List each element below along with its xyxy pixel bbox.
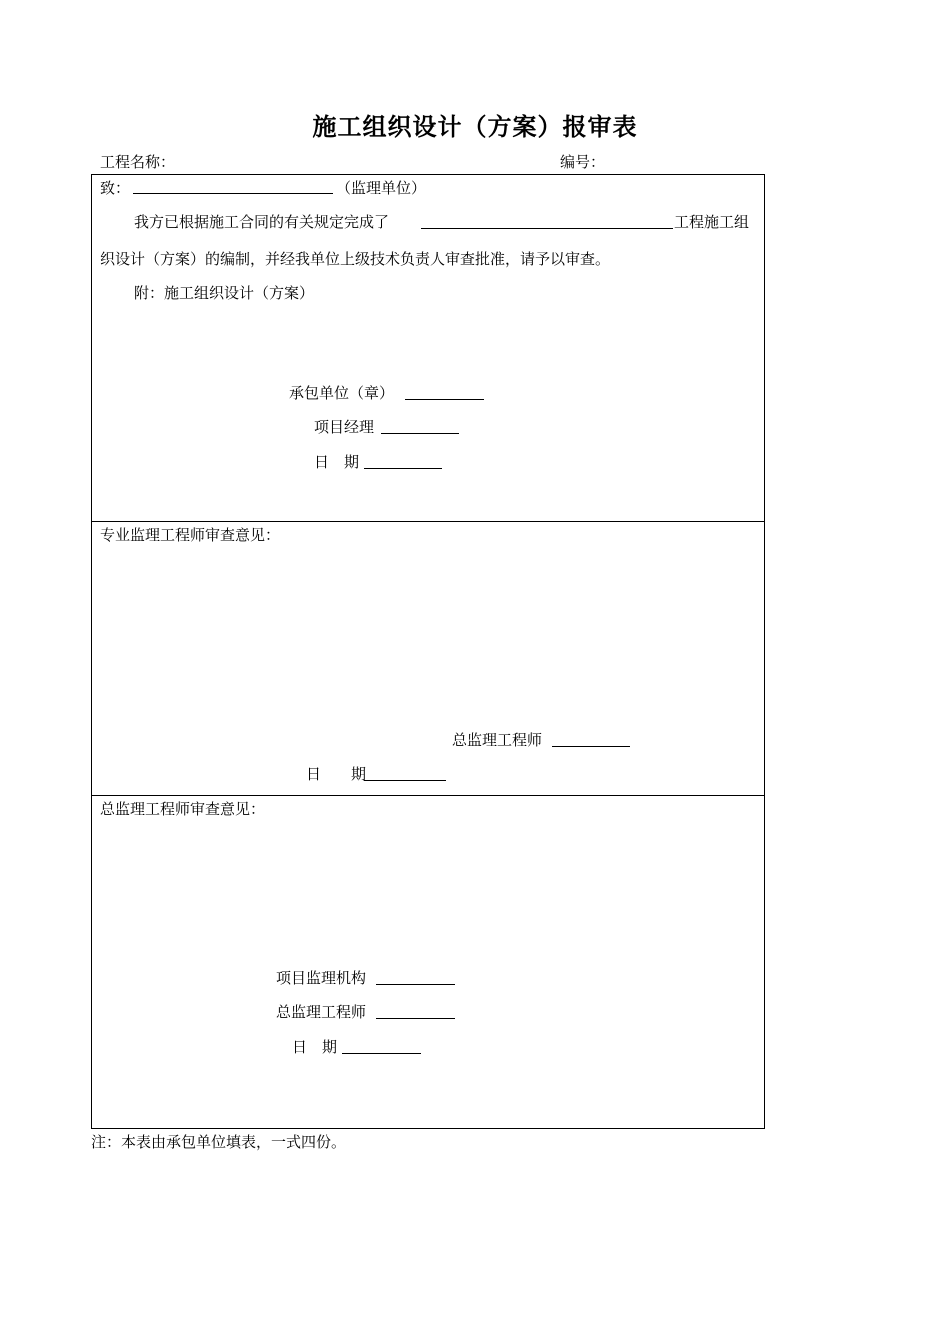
chief-engineer-label-2: 总监理工程师 [452,731,543,749]
contractor-label: 承包单位（章） [289,384,395,402]
date-field-1[interactable] [364,468,442,469]
project-manager-field[interactable] [381,433,459,434]
body-line1-suffix: 工程施工组 [674,213,750,231]
specialist-review-heading: 专业监理工程师审查意见： [100,526,281,544]
date-field-2[interactable] [364,780,446,781]
specialist-review-section [91,521,765,796]
contractor-seal-field[interactable] [405,399,484,400]
body-line1-prefix: 我方已根据施工合同的有关规定完成了 [134,213,390,231]
project-name-label: 工程名称： [100,153,176,171]
number-label: 编号： [560,153,606,171]
supervision-org-field[interactable] [376,984,455,985]
chief-review-heading: 总监理工程师审查意见： [100,800,266,818]
chief-review-section [91,795,765,1129]
date-label-1: 日 期 [314,453,360,471]
to-label: 致： [100,179,131,197]
project-manager-label: 项目经理 [314,418,375,436]
supervision-org-label: 项目监理机构 [276,969,367,987]
project-name-field[interactable] [421,228,673,229]
form-title: 施工组织设计（方案）报审表 [312,112,638,141]
chief-engineer-field-2[interactable] [552,746,630,747]
attachment-note: 附：施工组织设计（方案） [134,284,315,302]
supervisor-unit-label: （监理单位） [336,179,427,197]
date-field-3[interactable] [342,1053,421,1054]
footer-note: 注：本表由承包单位填表，一式四份。 [91,1133,347,1151]
date-label-3: 日 期 [292,1038,338,1056]
chief-engineer-field-3[interactable] [376,1018,455,1019]
supervisor-unit-field[interactable] [133,193,333,194]
chief-engineer-label-3: 总监理工程师 [276,1003,367,1021]
body-line2: 织设计（方案）的编制，并经我单位上级技术负责人审查批准，请予以审查。 [100,250,611,268]
date-label-2: 日 期 [306,765,367,783]
